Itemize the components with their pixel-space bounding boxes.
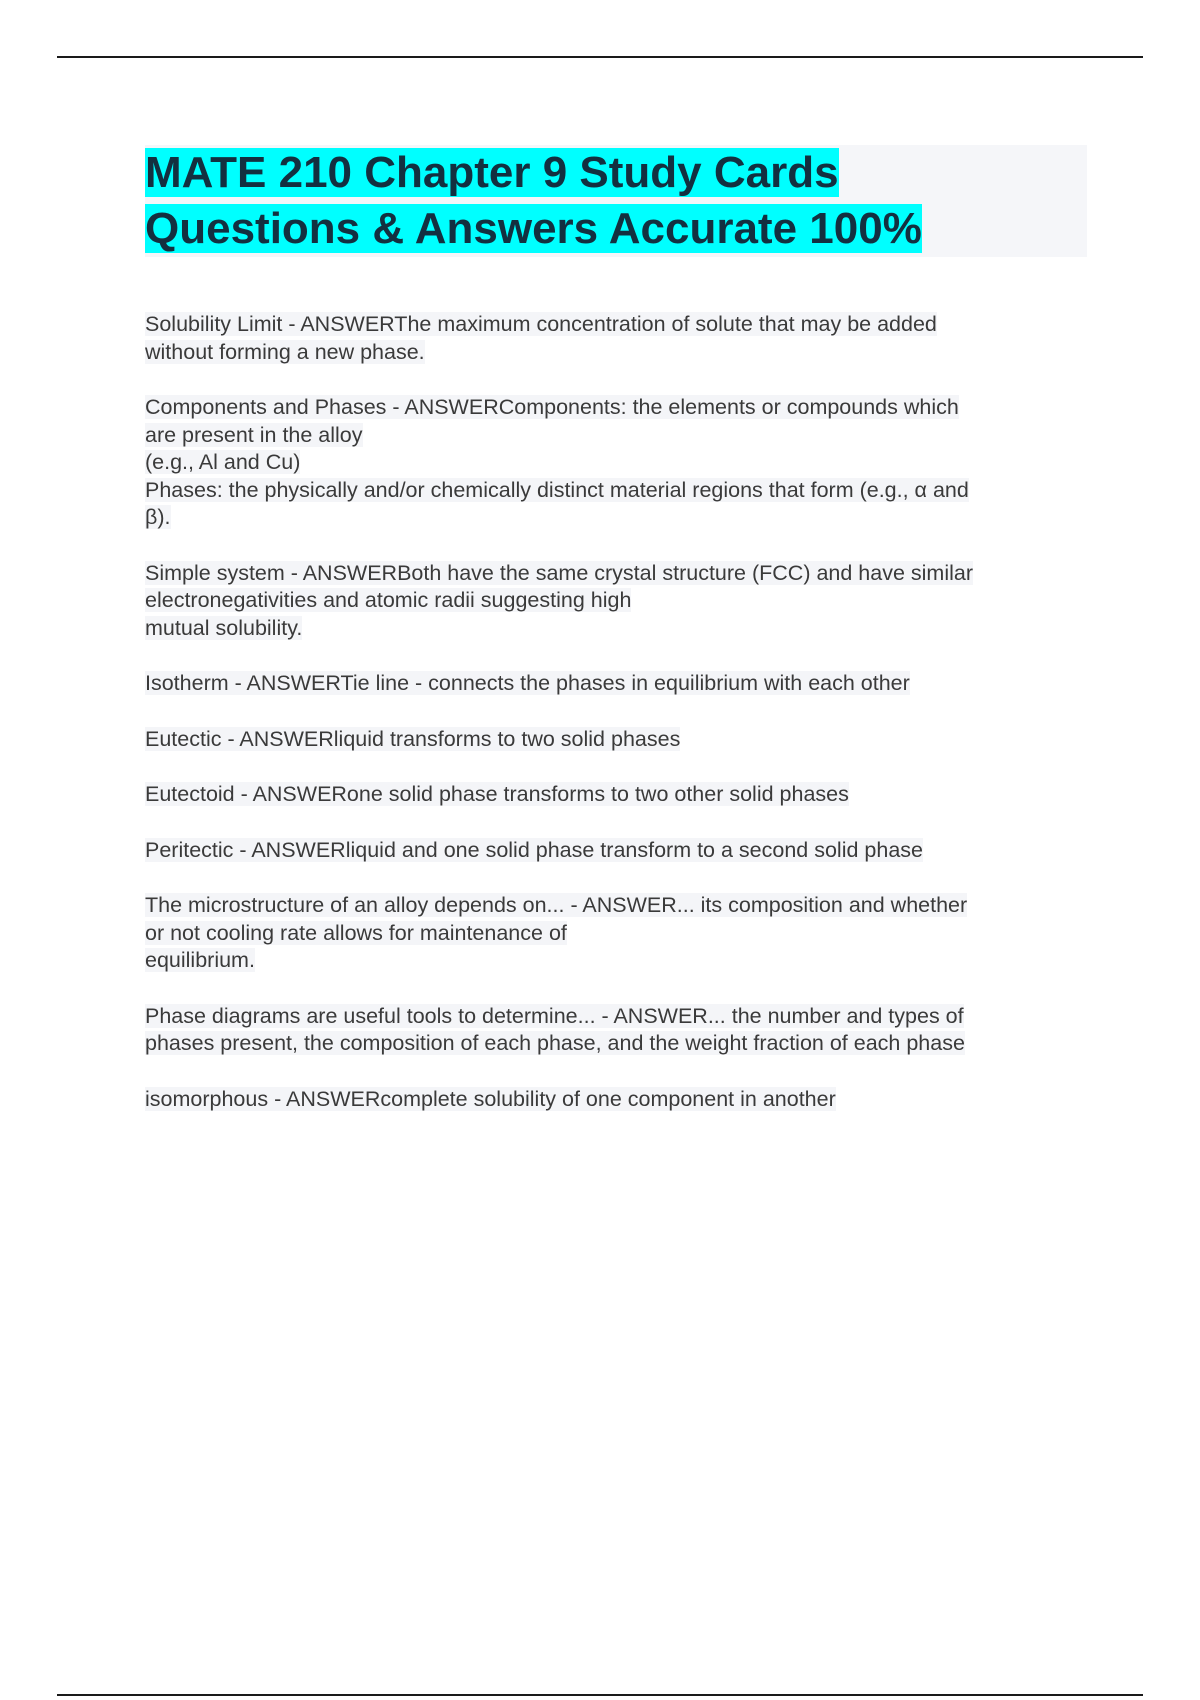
study-card — [145, 837, 1085, 865]
study-card-text: isomorphous - ANSWERcomplete solubility of one component in another — [145, 1086, 836, 1111]
title-line-2: Questions & Answers Accurate 100% — [145, 204, 922, 253]
study-card-text: Phase diagrams are useful tools to determine... - ANSWER... the number and types of phases present, the composition of each phase, and the weight fraction of each phase — [145, 1003, 965, 1055]
bottom-rule — [57, 1694, 1143, 1696]
study-card-text: Solubility Limit - ANSWERThe maximum concentration of solute that may be added without forming a new phase. — [145, 312, 937, 364]
study-card — [145, 781, 1085, 809]
study-cards-list — [145, 311, 1085, 1141]
study-card-text: Simple system - ANSWERBoth have the same crystal structure (FCC) and have similar electronegativities and atomic radii suggesting high mutual solubility. — [145, 560, 974, 640]
study-card — [145, 394, 1085, 532]
study-card — [145, 560, 1085, 643]
study-card — [145, 1086, 1085, 1114]
study-card — [145, 1003, 1085, 1058]
document-title — [145, 145, 1087, 257]
study-card — [145, 670, 1085, 698]
study-card — [145, 726, 1085, 754]
top-rule — [57, 56, 1143, 58]
study-card — [145, 311, 1085, 366]
study-card — [145, 892, 1085, 975]
study-card-text: Eutectoid - ANSWERone solid phase transforms to two other solid phases — [145, 782, 849, 806]
title-line-1: MATE 210 Chapter 9 Study Cards — [145, 148, 839, 197]
study-card-text: The microstructure of an alloy depends on... - ANSWER... its composition and whether or not cooling rate allows for maintenance of equilibrium. — [145, 893, 968, 972]
study-card-text: Eutectic - ANSWERliquid transforms to two solid phases — [145, 726, 681, 751]
study-card-text: Isotherm - ANSWERTie line - connects the phases in equilibrium with each other — [145, 671, 910, 695]
title-block — [145, 145, 1087, 257]
study-card-text: Components and Phases - ANSWERComponents: the elements or compounds which are present in the alloy (e.g., Al and Cu) Phases: the physically and/or chemically distinct material regions that form (e.g., α and β). — [145, 395, 969, 529]
study-card-text: Peritectic - ANSWERliquid and one solid phase transform to a second solid phase — [145, 837, 923, 862]
